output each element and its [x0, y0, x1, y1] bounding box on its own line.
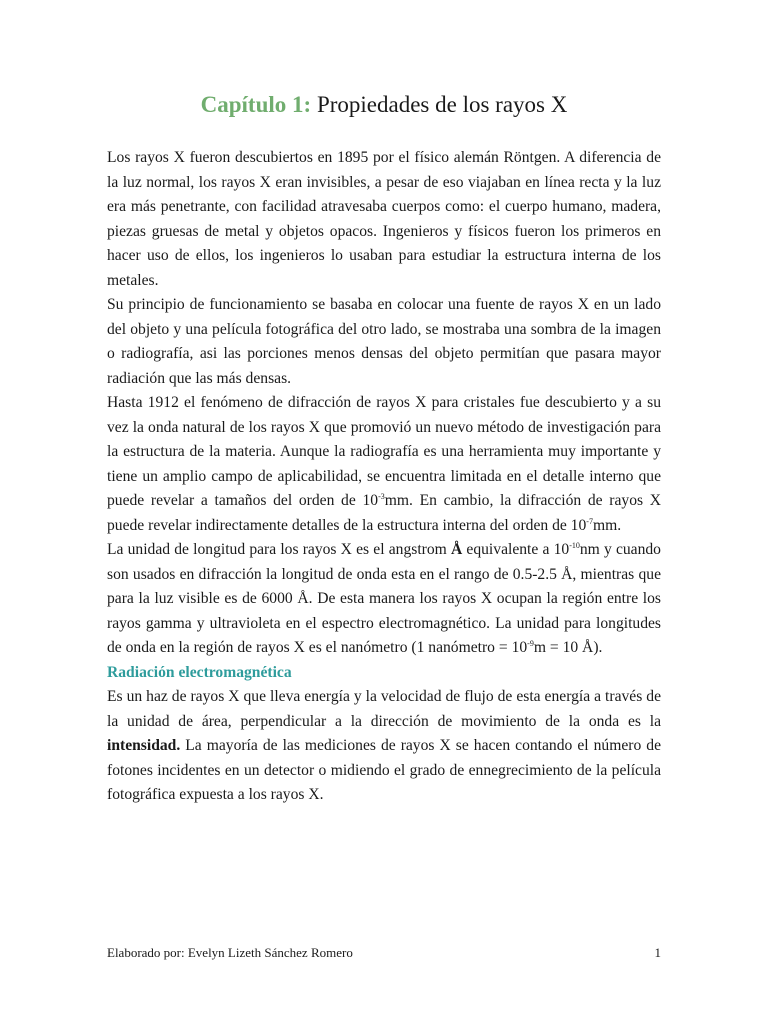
document-body	[107, 146, 661, 808]
paragraph-diffraction: Hasta 1912 el fenómeno de difracción de rayos X para cristales fue descubierto y a su vez la onda natural de los rayos X que promovió un nuevo método de investigación para la estructura de la materia. Aunque la radiografía es una herramienta muy importante y tiene un amplio campo de aplicabilidad, se encuentra limitada en el detalle interno que puede revelar a tamaños del orden de $10^{-3}mm$. En cambio, la difracción de rayos X puede revelar indirectamente detalles de la estructura interna del orden de $10^{-7}mm$.	[107, 394, 662, 534]
page-title	[0, 90, 768, 120]
exponent: -3	[378, 492, 385, 501]
footer-author: Elaborado por: Evelyn Lizeth Sánchez Romero	[107, 945, 353, 960]
paragraph-principle: Su principio de funcionamiento se basaba en colocar una fuente de rayos X en un lado del objeto y una película fotográfica del otro lado, se mostraba una sombra de la imagen o radiografía, asi las porciones menos densas del objeto permitían que pasara mayor radiación que las más densas.	[107, 296, 661, 387]
page-footer	[107, 944, 661, 962]
paragraph-intensity: Es un haz de rayos X que lleva energía y la velocidad de flujo de esta energía a través de la unidad de área, perpendicular a la dirección de movimiento de la onda es la intensidad. La mayoría de las mediciones de rayos X se hacen contando el número de fotones incidentes en un detector o midiendo el grado de ennegrecimiento de la película fotográfica expuesta a los rayos X.	[107, 688, 661, 803]
page-number: 1	[654, 945, 661, 960]
exponent: -9	[527, 639, 534, 648]
chapter-label: Capítulo 1:	[200, 92, 312, 117]
paragraph-units: La unidad de longitud para los rayos X es el angstrom Å equivalente a $10^{-10}nm$ y cuando son usados en difracción la longitud de onda esta en el rango de 0.5-2.5 Å, mientras que para la luz visible es de 6000 Å. De esta manera los rayos X ocupan la región entre los rayos gamma y ultravioleta en el espectro electromagnético. La unidad para longitudes de onda en la región de rayos X es el nanómetro (1 nanómetro = $10^{-9}m = 10$ Å).	[107, 541, 661, 656]
section-heading: Radiación electromagnética	[107, 663, 292, 681]
exponent: -10	[569, 541, 580, 550]
chapter-title: Propiedades de los rayos X	[316, 92, 568, 117]
paragraph-discovery: Los rayos X fueron descubiertos en 1895 por el físico alemán Röntgen. A diferencia de la luz normal, los rayos X eran invisibles, a pesar de eso viajaban en línea recta y la luz era más penetrante, con facilidad atravesaba cuerpos como: el cuerpo humano, madera, piezas gruesas de metal y objetos opacos. Ingenieros y físicos fueron los primeros en hacer uso de ellos, los ingenieros lo usaban para estudiar la estructura interna de los metales.	[107, 149, 661, 289]
exponent: -7	[586, 516, 593, 526]
angstrom-symbol: Å	[450, 541, 463, 558]
bold-term: intensidad.	[107, 737, 181, 754]
